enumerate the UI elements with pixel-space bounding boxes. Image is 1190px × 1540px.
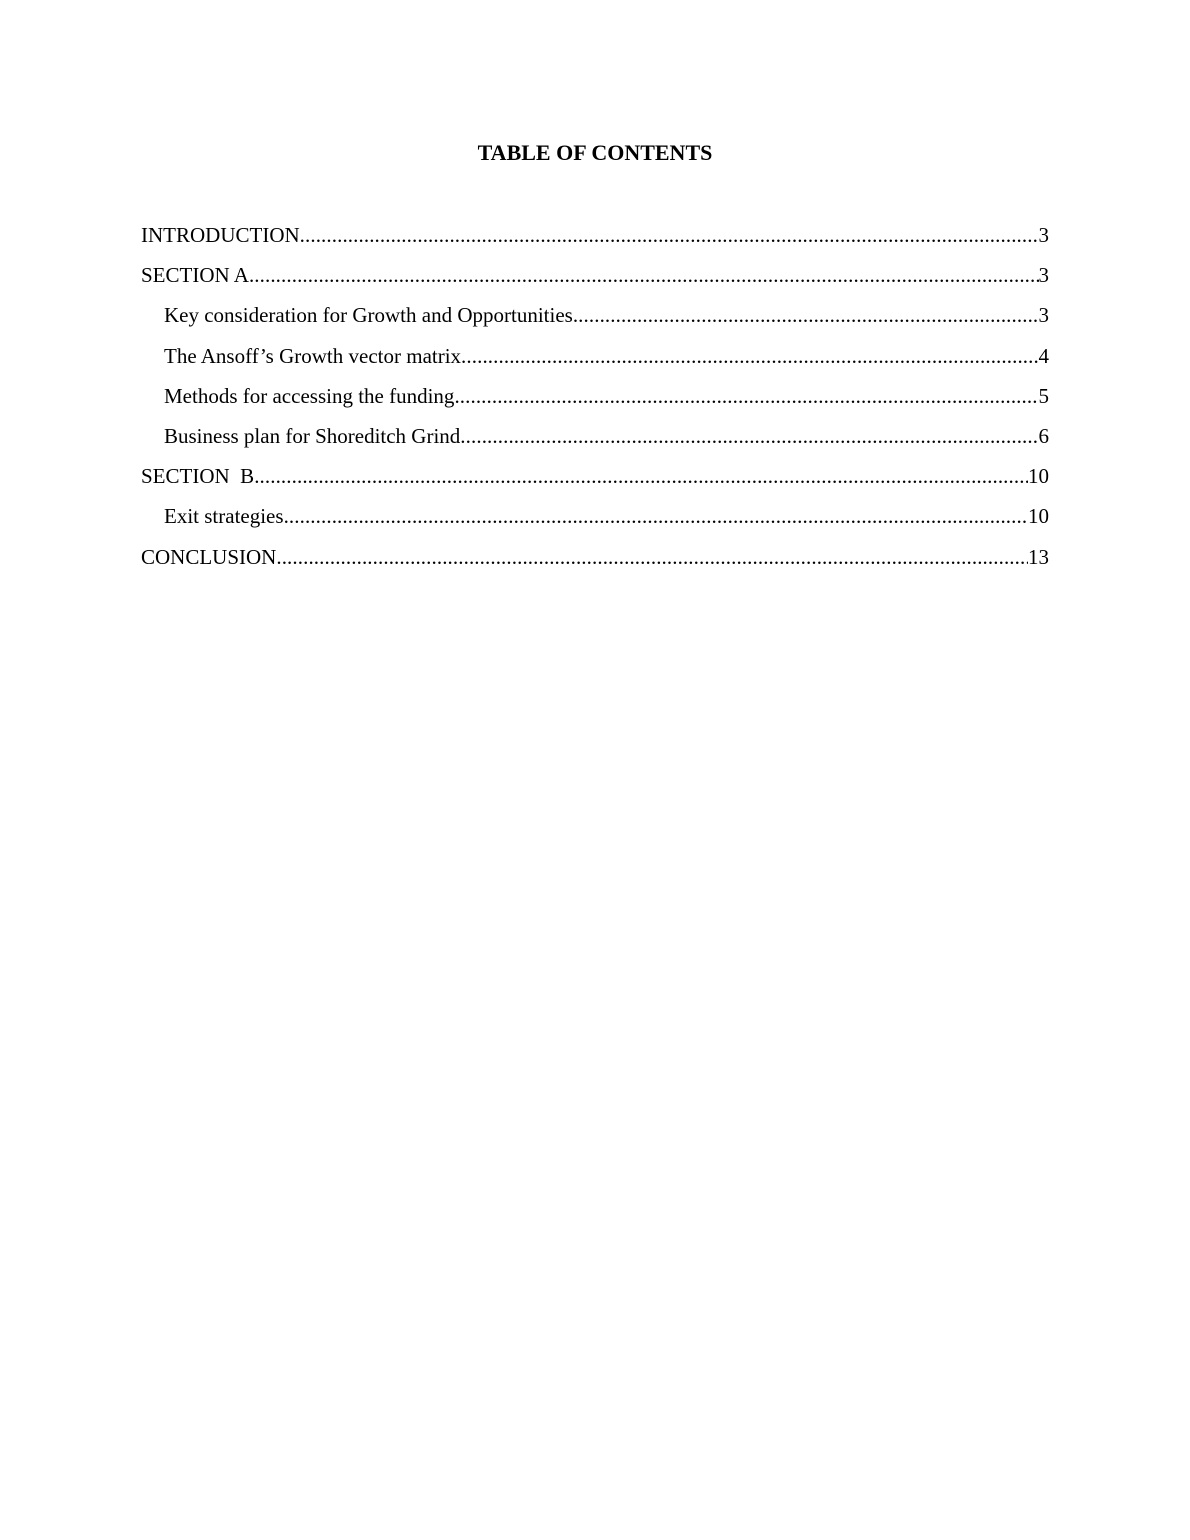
toc-entry-page: 3	[1038, 263, 1049, 288]
toc-entry-label: SECTION A	[141, 263, 249, 288]
toc-entry-funding-methods[interactable]	[141, 381, 1049, 421]
toc-dot-leader	[460, 421, 1038, 451]
toc-dot-leader	[461, 341, 1038, 371]
toc-entry-page: 3	[1038, 223, 1049, 247]
toc-entry-label: INTRODUCTION	[141, 223, 300, 247]
toc-dot-leader	[254, 461, 1028, 491]
toc-entry-ansoff-matrix[interactable]	[141, 341, 1049, 381]
toc-entry-page: 5	[1038, 383, 1049, 408]
toc-entry-page: 6	[1038, 423, 1049, 448]
toc-entry-introduction[interactable]	[141, 220, 1049, 260]
toc-entry-page: 13	[1028, 544, 1049, 569]
toc-entry-label: CONCLUSION	[141, 544, 277, 569]
toc-dot-leader	[284, 501, 1028, 531]
toc-entry-label: Methods for accessing the funding	[164, 383, 455, 408]
toc-entry-key-consideration[interactable]	[141, 300, 1049, 340]
toc-entry-page: 10	[1028, 464, 1049, 489]
toc-entry-page: 10	[1028, 504, 1049, 529]
toc-entry-conclusion[interactable]	[141, 542, 1049, 582]
toc-entry-label: The Ansoff’s Growth vector matrix	[164, 343, 462, 368]
toc-entry-label: Business plan for Shoreditch Grind	[164, 423, 461, 448]
toc-dot-leader	[300, 220, 1039, 250]
toc-entry-business-plan[interactable]	[141, 421, 1049, 461]
toc-entry-page: 3	[1038, 303, 1049, 328]
toc-entry-label: Key consideration for Growth and Opportunities	[164, 303, 573, 328]
toc-dot-leader	[573, 300, 1039, 330]
toc-dot-leader	[249, 260, 1039, 290]
toc-title: TABLE OF CONTENTS	[477, 140, 713, 165]
toc-entry-page: 4	[1038, 343, 1049, 368]
toc-entry-section-b[interactable]	[141, 461, 1049, 501]
toc-entry-exit-strategies[interactable]	[141, 501, 1049, 541]
toc-list	[141, 220, 1049, 582]
toc-entry-label: SECTION B	[141, 464, 255, 489]
toc-dot-leader	[454, 381, 1038, 411]
toc-dot-leader	[276, 542, 1028, 572]
toc-entry-label: Exit strategies	[164, 504, 284, 529]
toc-entry-section-a[interactable]	[141, 260, 1049, 300]
